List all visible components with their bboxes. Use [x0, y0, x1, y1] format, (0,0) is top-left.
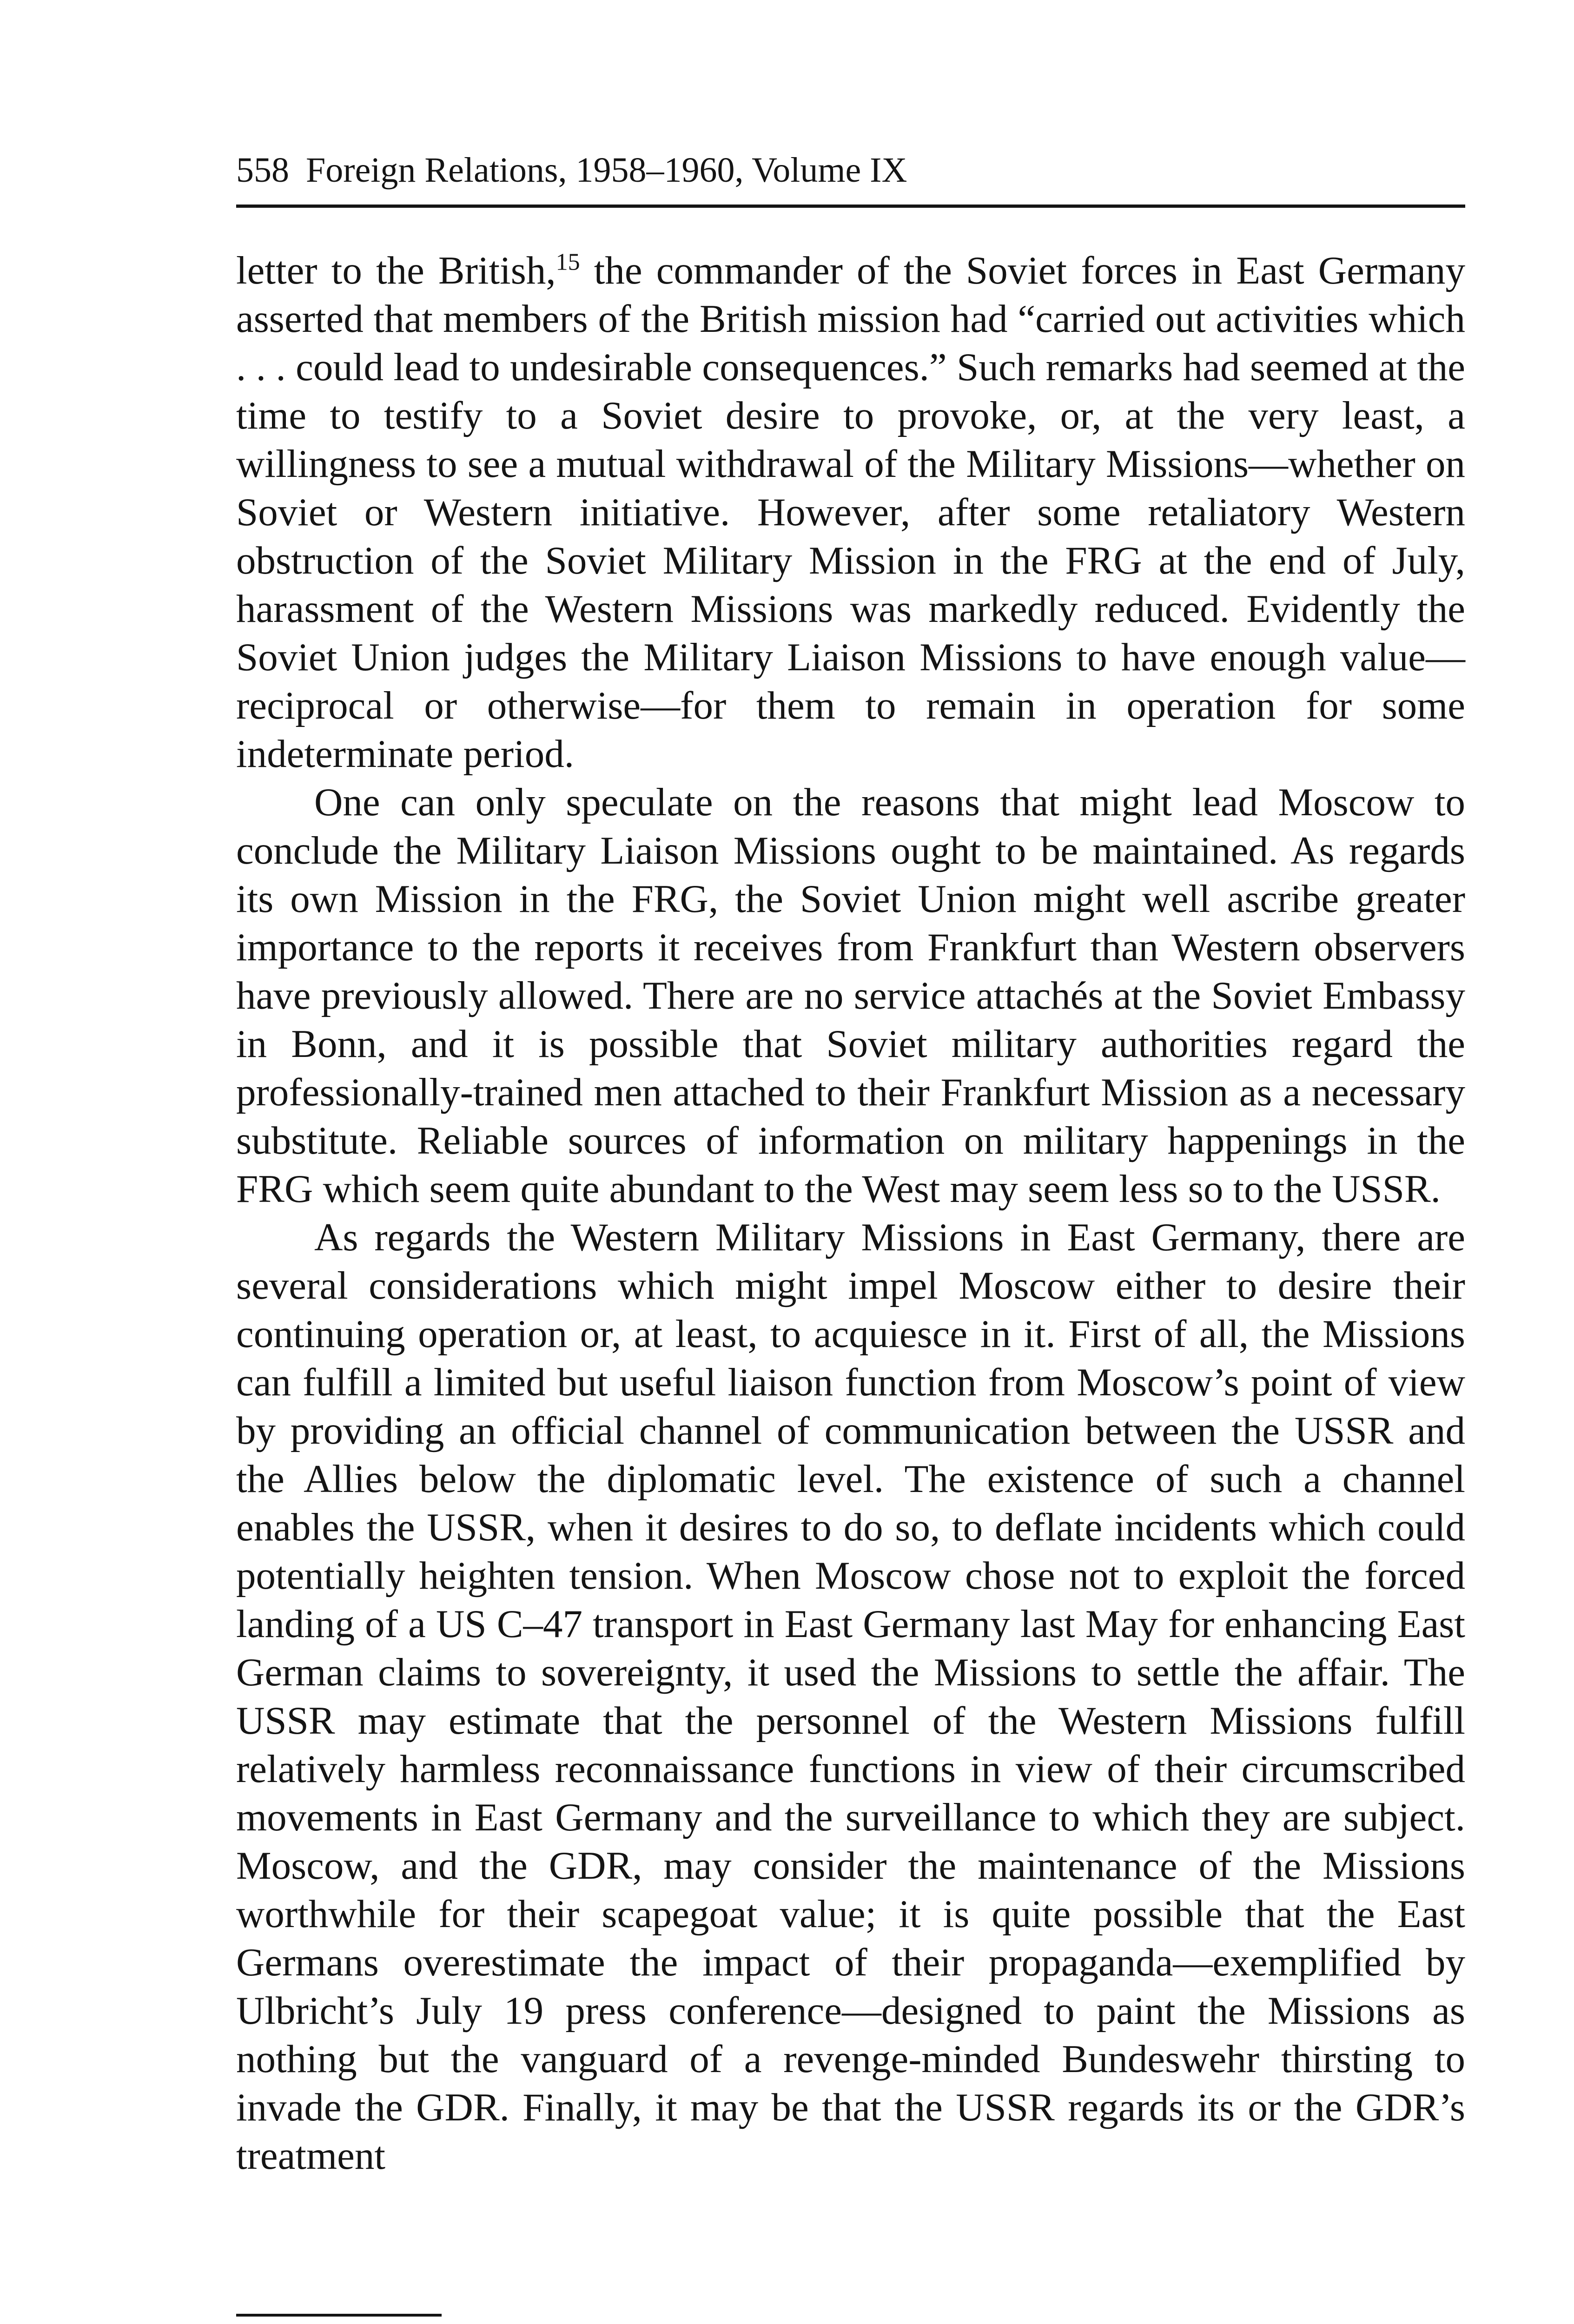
- paragraph-1: [236, 246, 1465, 778]
- body-text: [236, 246, 1465, 2180]
- paragraph-2: One can only speculate on the reasons that might lead Moscow to conclude the Military Liaison Missions ought to be maintained. As regards its own Mission in the FRG, the Soviet Union might well ascribe greater importance to the reports it receives from Frankfurt than Western observers have previously allowed. There are no service attachés at the Soviet Embassy in Bonn, and it is possible that Soviet military authorities regard the professionally-trained men attached to their Frankfurt Mission as a necessary substitute. Reliable sources of information on military happenings in the FRG which seem quite abundant to the West may seem less so to the USSR.: [236, 780, 1465, 1211]
- footnote-reference: 15: [556, 249, 580, 276]
- paragraph-1-start: letter to the British,: [236, 249, 556, 292]
- page-number: 558: [236, 151, 289, 190]
- footnote-rule: [236, 2314, 442, 2317]
- paragraph-1-rest: the commander of the Soviet forces in East Germany asserted that members of the British mission had “carried out activities which . . . could lead to undesirable consequences.” Such remarks had seemed at the time to testify to a Soviet desire to provoke, or, at the very least, a willingness to see a mutual withdrawal of the Military Missions—whether on Soviet or Western initiative. However, after some retaliatory Western obstruction of the Soviet Military Mission in the FRG at the end of July, harassment of the Western Missions was markedly reduced. Evidently the Soviet Union judges the Military Liaison Missions to have enough value—reciprocal or otherwise—for them to remain in operation for some indeterminate period.: [236, 249, 1465, 776]
- paragraph-3: As regards the Western Military Missions in East Germany, there are several considerations which might impel Moscow either to desire their continuing operation or, at least, to acquiesce in it. First of all, the Missions can fulfill a limited but useful liaison function from Moscow’s point of view by providing an official channel of communication between the USSR and the Allies below the diplomatic level. The existence of such a channel enables the USSR, when it desires to do so, to deflate incidents which could potentially heighten tension. When Moscow chose not to exploit the forced landing of a US C–47 transport in East Germany last May for enhancing East German claims to sovereignty, it used the Missions to settle the affair. The USSR may estimate that the personnel of the Western Missions fulfill relatively harmless reconnaissance functions in view of their circumscribed movements in East Germany and the surveillance to which they are subject. Moscow, and the GDR, may consider the maintenance of the Missions worthwhile for their scapegoat value; it is quite possible that the East Germans overestimate the impact of their propaganda—exemplified by Ulbricht’s July 19 press conference—designed to paint the Missions as nothing but the vanguard of a revenge-minded Bundeswehr thirsting to invade the GDR. Finally, it may be that the USSR regards its or the GDR’s treatment: [236, 1215, 1465, 2178]
- running-header: [236, 152, 1465, 188]
- running-title: Foreign Relations, 1958–1960, Volume IX: [306, 151, 907, 190]
- header-rule: [236, 205, 1465, 208]
